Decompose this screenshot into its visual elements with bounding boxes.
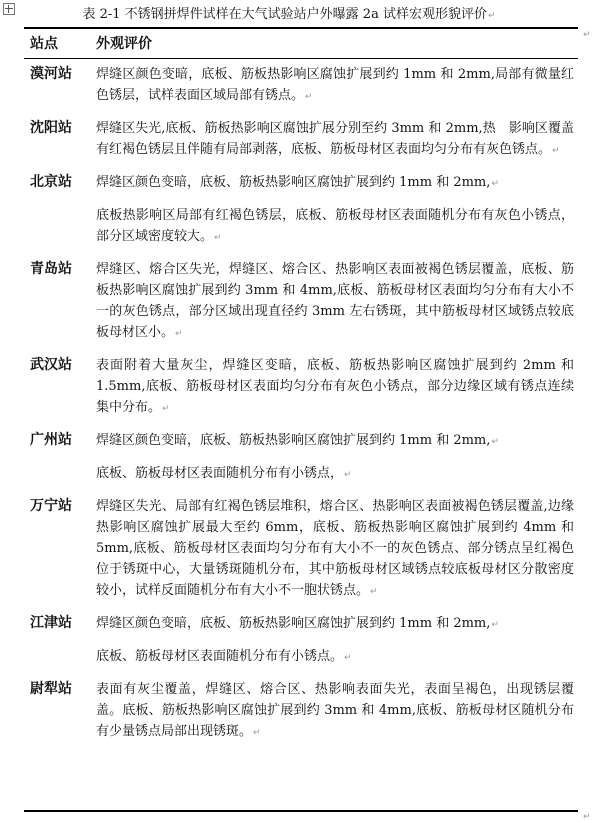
appearance-text-content: 焊缝区颜色变暗，底板、筋板热影响区腐蚀扩展到约 1mm 和 2mm, bbox=[96, 616, 491, 631]
appearance-text bbox=[96, 646, 574, 669]
appearance-text bbox=[96, 463, 574, 486]
appearance-text-content: 焊缝区颜色变暗，底板、筋板热影响区腐蚀扩展到约 1mm 和 2mm, bbox=[96, 433, 491, 448]
appearance-cell bbox=[96, 613, 578, 679]
appearance-text bbox=[96, 613, 574, 636]
appearance-cell bbox=[96, 679, 578, 754]
station-name: 漠河站 bbox=[30, 66, 72, 82]
paragraph-mark-icon: ↵ bbox=[162, 404, 170, 414]
appearance-text-content: 焊缝区失光,底板、筋板热影响区腐蚀扩展分别至约 3mm 和 2mm,热 影响区覆盖有红褐色锈层且伴随有局部剥落，底板、筋板母材区表面均匀分布有灰色锈点。 bbox=[96, 121, 574, 157]
appearance-text bbox=[96, 496, 574, 603]
appearance-text-content: 焊缝区、熔合区失光，焊缝区、熔合区、热影响区表面被褐色锈层覆盖，底板、筋板热影响区腐蚀扩展到约 3mm 和 4mm,底板、筋板母材区表面均匀分布有大小不一的灰色锈点，部分区域出现直径约 3mm 左右锈斑，其中筋板母材区域锈点较底板母材区小。 bbox=[96, 262, 574, 340]
station-name: 北京站 bbox=[30, 174, 72, 190]
appearance-text bbox=[96, 259, 574, 345]
header-appearance: 外观评价 bbox=[96, 36, 152, 52]
table-row bbox=[24, 64, 578, 118]
paragraph-mark-icon: ↵ bbox=[214, 233, 222, 243]
paragraph-mark-icon: ↵ bbox=[491, 179, 499, 189]
appearance-text-content: 底板热影响区局部有红褐色锈层，底板、筋板母材区表面随机分布有灰色小锈点，部分区域密度较大。 bbox=[96, 208, 574, 244]
appearance-text bbox=[96, 118, 574, 162]
appearance-text bbox=[96, 205, 574, 249]
paragraph-mark-icon: ↵ bbox=[344, 470, 352, 480]
paragraph-mark-icon: ↵ bbox=[175, 329, 183, 339]
station-name: 尉犁站 bbox=[30, 681, 72, 697]
station-name: 武汉站 bbox=[30, 357, 72, 373]
caption-text: 表 2-1 不锈钢拼焊件试样在大气试验站户外曝露 2a 试样宏观形貌评价 bbox=[82, 7, 487, 22]
station-name: 广州站 bbox=[30, 432, 72, 448]
paragraph-mark-icon: ↵ bbox=[370, 587, 378, 597]
table-header-rule bbox=[24, 58, 578, 59]
row-end-mark-icon: ↵ bbox=[583, 812, 591, 822]
paragraph-mark-icon: ↵ bbox=[491, 620, 499, 630]
station-name: 青岛站 bbox=[30, 261, 72, 277]
station-name: 江津站 bbox=[30, 615, 72, 631]
appearance-text bbox=[96, 430, 574, 453]
appearance-cell bbox=[96, 118, 578, 172]
station-name: 沈阳站 bbox=[30, 120, 72, 136]
table-bottom-rule bbox=[24, 810, 578, 812]
station-name: 万宁站 bbox=[30, 498, 72, 514]
table-row bbox=[24, 430, 578, 496]
table-move-handle[interactable] bbox=[3, 3, 15, 15]
appearance-text-content: 焊缝区失光、局部有红褐色锈层堆积，熔合区、热影响区表面被褐色锈层覆盖,边缘热影响区腐蚀扩展最大至约 6mm，底板、筋板热影响区腐蚀扩展到约 4mm 和 5mm,底板、筋板母材区表面均匀分布有大小不一的灰色锈点、部分锈点呈红褐色位于锈斑中心，大量锈斑随机分布，其中筋板母材区域锈点较底板母材区分散密度较小，试样反面随机分布有大小不一胞状锈点。 bbox=[96, 499, 574, 598]
appearance-text-content: 底板、筋板母材区表面随机分布有小锈点， bbox=[96, 466, 344, 481]
paragraph-mark-icon: ↵ bbox=[305, 92, 313, 102]
paragraph-mark-icon: ↵ bbox=[344, 653, 352, 663]
appearance-text bbox=[96, 355, 574, 420]
table-header-row bbox=[24, 33, 578, 55]
appearance-text bbox=[96, 679, 574, 744]
table-row bbox=[24, 172, 578, 259]
appearance-text-content: 焊缝区颜色变暗，底板、筋板热影响区腐蚀扩展到约 1mm 和 2mm, bbox=[96, 175, 491, 190]
table-row bbox=[24, 259, 578, 355]
paragraph-mark-icon: ↵ bbox=[552, 146, 560, 156]
table-row bbox=[24, 679, 578, 754]
appearance-cell bbox=[96, 355, 578, 430]
table-row bbox=[24, 613, 578, 679]
table-body bbox=[24, 61, 578, 754]
appearance-cell bbox=[96, 172, 578, 259]
appearance-text-content: 焊缝区颜色变暗，底板、筋板热影响区腐蚀扩展到约 1mm 和 2mm,局部有微量红色锈层，试样表面区域局部有锈点。 bbox=[96, 67, 574, 103]
table-row bbox=[24, 118, 578, 172]
row-end-mark-icon: ↵ bbox=[583, 30, 591, 40]
appearance-text-content: 表面有灰尘覆盖，焊缝区、熔合区、热影响表面失光，表面呈褐色，出现锈层覆盖。底板、筋板热影响区腐蚀扩展到约 3mm 和 4mm,底板、筋板母材区随机分布有少量锈点局部出现锈斑。 bbox=[96, 682, 574, 739]
appearance-cell bbox=[96, 430, 578, 496]
header-station: 站点 bbox=[30, 36, 58, 52]
paragraph-mark-icon: ↵ bbox=[253, 728, 261, 738]
paragraph-mark-icon: ↵ bbox=[487, 11, 496, 21]
appearance-cell bbox=[96, 259, 578, 355]
appearance-text-content: 表面附着大量灰尘，焊缝区变暗，底板、筋板热影响区腐蚀扩展到约 2mm 和 1.5mm,底板、筋板母材区表面均匀分布有灰色小锈点，部分边缘区域有锈点连续集中分布。 bbox=[96, 358, 574, 415]
table-caption bbox=[24, 5, 554, 25]
appearance-cell bbox=[96, 496, 578, 613]
appearance-cell bbox=[96, 64, 578, 118]
table-top-rule bbox=[24, 27, 578, 29]
appearance-text bbox=[96, 64, 574, 108]
appearance-text bbox=[96, 172, 574, 195]
table-row bbox=[24, 355, 578, 430]
table-row bbox=[24, 496, 578, 613]
paragraph-mark-icon: ↵ bbox=[491, 437, 499, 447]
appearance-text-content: 底板、筋板母材区表面随机分布有小锈点。 bbox=[96, 649, 344, 664]
